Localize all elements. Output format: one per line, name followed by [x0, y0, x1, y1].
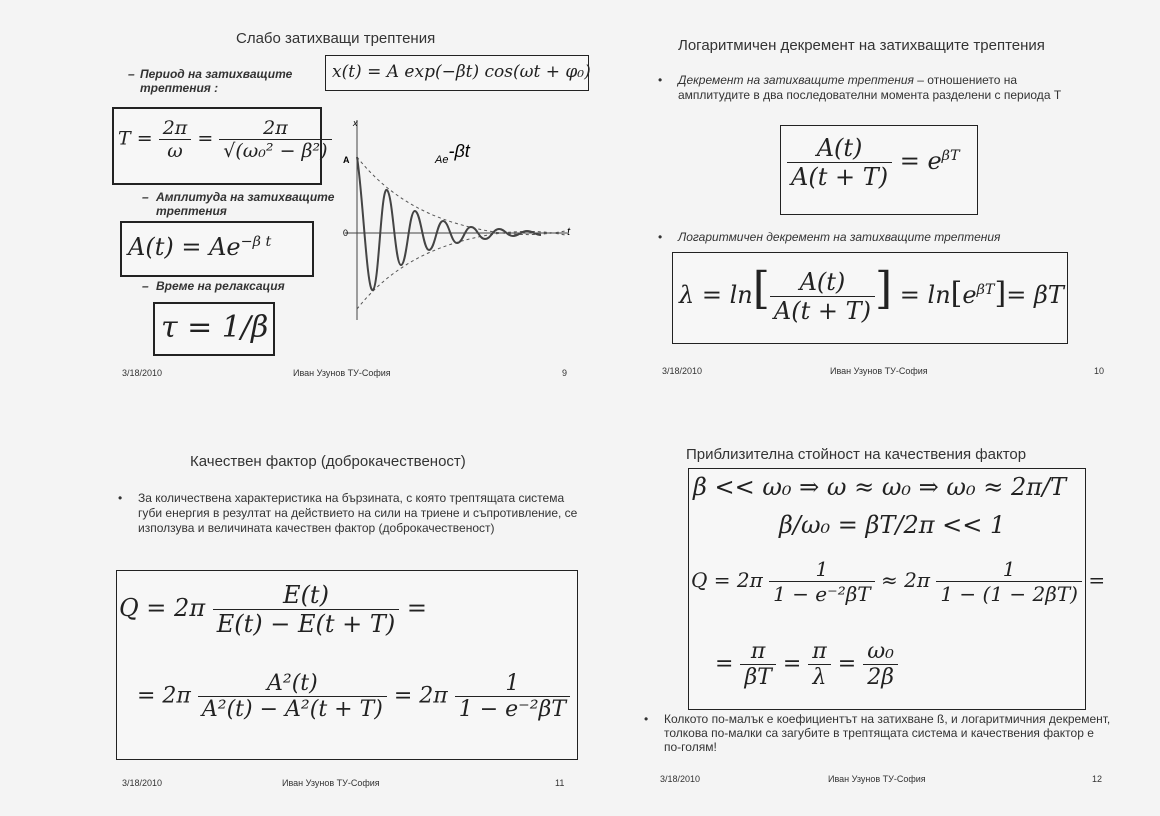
graph-A-label: A — [343, 155, 350, 165]
formula-ratio: $\frac{A(t)}{A(t + T)}$ = $e^{\beta T}$ — [787, 134, 960, 191]
formula-approx-box — [688, 468, 1106, 710]
formula-Q-line1: Q = 2π $\frac{E(t)}{E(t) - E(t + T)}$ = — [119, 581, 428, 638]
footer-page: 11 — [555, 778, 565, 788]
formula-A: $A(t) = Ae^{-\beta t}$ — [128, 233, 272, 261]
slide-12: Приблизителна стойност на качествения фактор β << ω₀ ⇒ ω ≈ ω₀ ⇒ ω₀ ≈ 2π/T β/ω₀ = βT/2π << 1 Q = 2π $\frac{1}{\text{1 − e⁻²βT}}$ ≈ 2π $\frac{1}{1 - (1 - 2\beta T)}$ = = $\frac{\pi}{\beta T}$ = $\frac{\pi}{\lambda}$ = $\frac{\text{ω₀}}{2\beta}$ • Колкото по-малък е коефициентът на затихване ß, и логаритмичния декремент, толкова по-малки са загубите в трептящата система и качествения фактор е по-голям! 3/18/2010 Иван Узунов ТУ-София 12 — [580, 410, 1140, 810]
formula-lambda: λ = ln[ $\frac{A(t)}{A(t + T)}$ ] = $\ln[e^{\beta T}]= \beta T$ — [679, 263, 1064, 325]
bullet-log-decrement: Логаритмичен декремент на затихващите трептения — [678, 230, 1001, 244]
formula-Q-box — [116, 570, 578, 760]
formula-A-box — [120, 221, 314, 277]
formula-approx-line4: = $\frac{\pi}{\beta T}$ = $\frac{\pi}{\lambda}$ = $\frac{\text{ω₀}}{2\beta}$ — [715, 639, 898, 690]
formula-approx-line3: Q = 2π $\frac{1}{\text{1 − e⁻²βT}}$ ≈ 2π $\frac{1}{1 - (1 - 2\beta T)}$ = — [691, 557, 1106, 606]
slide-9 — [0, 0, 591, 400]
formula-Q-line2: = 2π $\frac{\text{A²(t)}}{\text{A²(t) − A²(t + T)}}$ = 2π $\frac{1}{\text{1 − e⁻²βT}}$ — [137, 671, 570, 722]
slide-11: Качествен фактор (доброкачественост) • За количествена характеристика на бързината, с която трептящата система губи енергия в резултат на действието на сили на триене и съпротивление, се използува и величината качествен фактор (доброкачественост) Q = 2π $\frac{E(t)}{E(t) - E(t + T)}$ = = 2π $\frac{\text{A²(t)}}{\text{A²(t) − A²(t + T)}}$ = 2π $\frac{1}{\text{1 − e⁻²βT}}$ 3/18/2010 Иван Узунов ТУ-София 11 — [0, 410, 560, 810]
graph-t-label: t — [567, 226, 571, 238]
formula-x: x(t) = A exp(−βt) cos(ωt + φ₀) — [332, 62, 591, 82]
footer-author: Иван Узунов ТУ-София — [293, 368, 391, 378]
oscillation-curve — [357, 157, 541, 290]
formula-tau: τ = 1/β — [161, 310, 269, 345]
footer-page: 9 — [562, 368, 568, 378]
footer-page: 12 — [1092, 774, 1103, 784]
slide-title: Приблизителна стойност на качествения фактор — [686, 446, 1027, 463]
footer-date: 3/18/2010 — [662, 366, 703, 376]
formula-ratio-box — [780, 125, 978, 215]
damped-oscillation-graph — [335, 115, 575, 325]
bullet-relaxation: – Време на релаксация — [142, 279, 285, 293]
bullet-period: – Период на затихващите трептения : — [128, 67, 293, 95]
graph-zero-label: 0 — [343, 228, 349, 238]
footer-author: Иван Узунов ТУ-София — [828, 774, 926, 784]
slide-10: Логаритмичен декремент на затихващите трептения • Декремент на затихващите трептения – отношението на амплитудите в два последователни момента разделени с периода T $\frac{A(t)}{A(t + T)}$ = $e^{\beta T}$ • Логаритмичен декремент на затихващите трептения λ = ln[ $\frac{A(t)}{A(t + T)}$ ] = $\ln[e^{\beta T}]= \beta T$ 3/18/2010 Иван Узунов ТУ-София 10 — [658, 37, 1105, 376]
bullet-conclusion: Колкото по-малък е коефициентът на затихване ß, и логаритмичния декремент, толкова по-малки са загубите в трептящата система и качествения фактор е по-голям! — [664, 712, 1111, 754]
slide-title: Логаритмичен декремент на затихващите трептения — [678, 37, 1045, 54]
envelope-upper — [357, 157, 565, 235]
footer-date: 3/18/2010 — [122, 778, 163, 788]
footer-date: 3/18/2010 — [660, 774, 701, 784]
bullet-decrement: Декремент на затихващите трептения – отношението на амплитудите в два последователни момента разделени с периода T — [678, 73, 1062, 102]
formula-x-box — [325, 55, 589, 91]
formula-T: T = $\frac{2\pi}{\omega}$ = $\frac{2\pi}{\text{√(ω₀² − β²)}}$ — [118, 117, 332, 162]
graph-curve-label: Ae-βt — [435, 141, 470, 166]
formula-tau-box — [153, 302, 275, 356]
bullet-quality-intro: За количествена характеристика на бързината, с която трептящата система губи енергия в резултат на действието на сили на триене и съпротивление, се използува и величината качествен фактор (доброкачественост) — [138, 491, 578, 535]
formula-approx-line2: β/ω₀ = βT/2π << 1 — [779, 511, 1006, 539]
bullet-amplitude: – Амплитуда на затихващите трептения — [142, 190, 335, 218]
footer-author: Иван Узунов ТУ-София — [830, 366, 928, 376]
formula-approx-line1: β << ω₀ ⇒ ω ≈ ω₀ ⇒ ω₀ ≈ 2π/T — [693, 473, 1067, 501]
formula-T-box — [112, 107, 328, 185]
footer-page: 10 — [1094, 366, 1105, 376]
slide-title: Качествен фактор (доброкачественост) — [190, 453, 466, 470]
formula-lambda-box — [672, 252, 1068, 344]
footer-author: Иван Узунов ТУ-София — [282, 778, 380, 788]
slide-title: Слабо затихващи трептения — [236, 30, 436, 47]
footer-date: 3/18/2010 — [122, 368, 163, 378]
graph-x-label: x — [353, 118, 358, 128]
envelope-lower — [357, 231, 565, 309]
